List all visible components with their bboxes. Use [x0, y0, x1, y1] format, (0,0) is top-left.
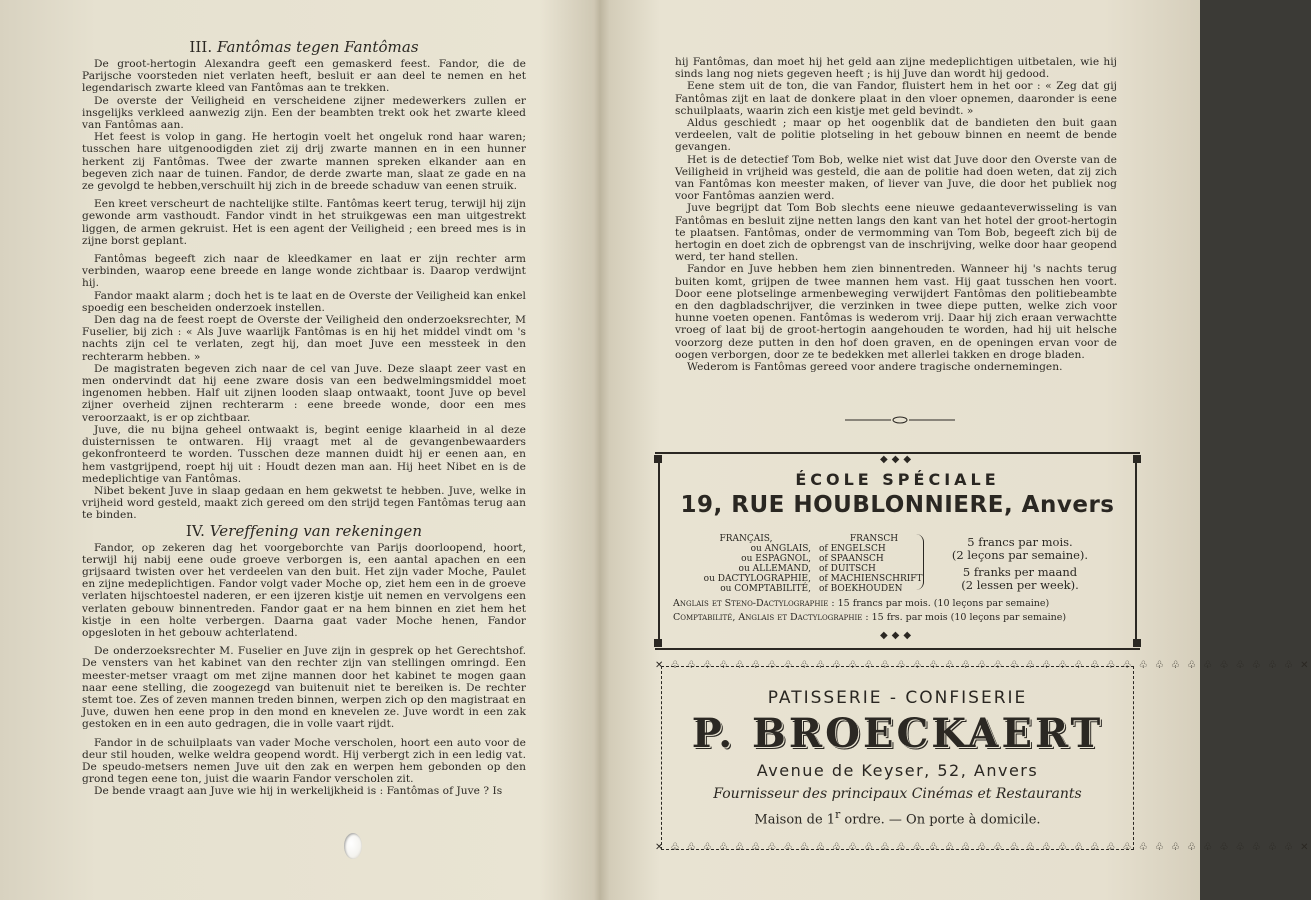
- paragraph: Fandor en Juve hebben hem zien binnentreden. Wanneer hij 's nachts terug buiten komt, grijpen de twee mannen hem vast. Hij gaat tusschen hen voort. Door eene plotselinge armenbeweging verwijdert Fantômas den politiebeambte en den dagbladschrijver, die verzinken in twee diepe putten, welke zich voor hunne voeten openen. Fantômas is wederom vrij. Daar hij zich eraan verwachtte vroeg of laat bij de groot-hertogin aangehouden te worden, had hij uit helsche voorzorg deze putten in den hof doen graven, en de openingen ervan voor de oogen verborgen, door ze te bedekken met allerlei takken en droge bladen.: [675, 263, 1117, 361]
- price-line: (2 leçons par semaine).: [951, 548, 1089, 562]
- paragraph: Fantômas begeeft zich naar de kleedkamer en laat er zijn rechter arm verbinden, waarop eene breede en lange wonde zichtbaar is. Daarop verdwijnt hij.: [82, 253, 526, 290]
- chapter-number: III.: [189, 38, 213, 56]
- left-text-column: [82, 38, 526, 798]
- course-item: of SPAANSCH: [819, 554, 884, 564]
- right-text-column: [675, 56, 1117, 373]
- left-page: [0, 0, 600, 900]
- combo-offer-line: [673, 612, 1133, 623]
- course-item: of MACHIENSCHRIFT: [819, 574, 923, 584]
- shop-name: P. BROECKAERT: [691, 710, 1104, 757]
- staple-hole: [344, 833, 362, 859]
- offer-label: Comptabilité, Anglais et Dactylographie: [673, 612, 863, 623]
- paragraph: De onderzoeksrechter M. Fuselier en Juve zijn in gesprek op het Gerechtshof. De vensters van het kabinet van den rechter zijn van stellingen omringd. Een meester-metser vraagt om met zijne mannen door het kabinet te mogen gaan naar eene stelling, die zoogezegd van buitenuit niet te bereiken is. De rechter stemt toe. Zes of zeven mannen treden binnen, werpen zich op den magistraat en Juve, duwen hen eene prop in den mond en knevelen ze. Juve wordt in een zak gestoken en in een auto gedragen, die in volle vaart rijdt.: [82, 645, 526, 731]
- border-ornament: ✕ ♧ ♧ ♧ ♧ ♧ ♧ ♧ ♧ ♧ ♧ ♧ ♧ ♧ ♧ ♧ ♧ ♧ ♧ ♧ ♧ ♧ ♧ ♧ ♧ ♧ ♧ ♧ ♧ ♧ ♧ ♧ ♧ ♧ ♧ ♧ ♧ ♧ ♧ ♧ ✕: [655, 660, 1311, 671]
- school-title: ÉCOLE SPÉCIALE: [795, 470, 1000, 489]
- price-french: [935, 536, 1105, 562]
- shop-type: PATISSERIE - CONFISERIE: [767, 688, 1028, 708]
- course-heading: FRANÇAIS,: [719, 534, 773, 544]
- price-line: (2 lessen per week).: [961, 578, 1079, 592]
- paragraph: Aldus geschiedt ; maar op het oogenblik dat de bandieten den buit gaan verdeelen, valt de politie plotseling in het gebouw binnen en neemt de bende gevangen.: [675, 117, 1117, 154]
- paragraph: Wederom is Fantômas gereed voor andere tragische ondernemingen.: [687, 361, 1063, 374]
- french-course-list: [681, 534, 811, 594]
- chapter-number: IV.: [185, 521, 205, 540]
- diamond-ornament: ◆◆◆: [879, 630, 916, 641]
- patisserie-advertisement: [655, 660, 1311, 856]
- price-dutch: [935, 566, 1105, 592]
- brace-bracket: [913, 534, 924, 590]
- offer-detail: : 15 frs. par mois (10 leçons par semaine): [862, 612, 1067, 623]
- course-item: of DUITSCH: [819, 564, 876, 574]
- chapter-heading-iii: [82, 38, 526, 56]
- paragraph: hij Fantômas, dan moet hij het geld aan zijne medeplichtigen uitbetalen, wie hij sinds lang nog niets gegeven heeft ; is hij Juve dan wordt hij gedood.: [675, 56, 1117, 81]
- chapter-title: Vereffening van rekeningen: [209, 521, 423, 540]
- course-item: ou ESPAGNOL,: [741, 554, 811, 564]
- paragraph: Eene stem uit de ton, die van Fandor, fluistert hem in het oor : « Zeg dat gij Fantômas zijt en laat de donkere plaat in den vloer opnemen, daaronder is eene schuilplaats, waarin zich een kistje met geld bevindt. »: [675, 80, 1117, 117]
- chapter-heading-iv: [82, 522, 526, 540]
- paragraph: Juve begrijpt dat Tom Bob slechts eene nieuwe gedaanteverwisseling is van Fantômas en besluit zijne netten langs den kant van het hotel der groot-hertogin te plaatsen. Fantômas, onder de vermomming van Tom Bob, begeeft zich bij de hertogin en doet zich de opbrengst van de inschrijving, welke door haar geopend werd, ter hand stellen.: [675, 202, 1117, 264]
- course-item: of ENGELSCH: [819, 544, 886, 554]
- paragraph: Een kreet verscheurt de nachtelijke stilte. Fantômas keert terug, terwijl hij zijn gewonde arm vasthoudt. Fandor vindt in het struikgewas een man uitgestrekt liggen, de armen gekruist. Het is een agent der Veiligheid ; een breed mes is in zijne borst geplant.: [82, 198, 526, 247]
- footer-text: Maison de 1: [754, 812, 836, 828]
- paragraph: Fandor, op zekeren dag het voorgeborchte van Parijs doorloopend, hoort, terwijl hij nabij eene oude groeve verborgen is, een aantal apachen en een grijsaard twisten over het verdeelen van den buit. Het zijn vader Moche, Paulet en zijne medeplichtigen. Fandor volgt vader Moche op, ziet hem een in de groeve verlaten hijschtoestel naderen, er een ijzeren kistje uit nemen en vervolgens een verlaten gebouw binnentreden. Fandor gaat er na hem binnen en ziet hem het kistje in een holte verbergen. Daarna gaat vader Moche henen, Fandor opgesloten in het gebouw achterlatend.: [82, 541, 526, 639]
- chapter-title: Fantômas tegen Fantômas: [217, 38, 419, 56]
- offer-detail: : 15 francs par mois. (10 leçons par semaine): [828, 598, 1050, 609]
- footer-superscript: r: [835, 808, 841, 821]
- paragraph: Den dag na de feest roept de Overste der Veiligheid den onderzoeksrechter, M Fuselier, bij zich : « Als Juve waarlijk Fantômas is en hij het middel vindt om 's nachts zijn cel te verlaten, zegt hij, dan moet Juve een messteek in den rechterarm hebben. »: [82, 314, 526, 363]
- school-advertisement: [655, 452, 1140, 650]
- course-item: ou ANGLAIS,: [750, 544, 811, 554]
- price-line: 5 francs par mois.: [967, 535, 1073, 549]
- school-address: 19, RUE HOUBLONNIERE, Anvers: [680, 492, 1115, 518]
- diamond-ornament: ◆◆◆: [879, 454, 916, 465]
- course-item: ou ALLEMAND,: [738, 564, 811, 574]
- paragraph: De magistraten begeven zich naar de cel van Juve. Deze slaapt zeer vast en men ondervindt dat hij eene zware dosis van een bedwelmingsmiddel moet ingenomen hebben. Half uit zijnen looden slaap ontwaakt, toont Juve op bevel zijner overheid zijnen rechterarm : eene breede wonde, door een mes veroorzaakt, is er op zichtbaar.: [82, 362, 526, 424]
- paragraph: Juve, die nu bijna geheel ontwaakt is, begint eenige klaarheid in al deze duisternissen te ontwaren. Hij vraagt met al de gevangenbewaarders gekonfronteerd te worden. Tusschen deze mannen duidt hij er eenen aan, en hem vastgrijpend, roept hij uit : Houdt dezen man aan. Hij heet Nibet en is de medeplichtige van Fantômas.: [82, 423, 526, 485]
- paragraph: De groot-hertogin Alexandra geeft een gemaskerd feest. Fandor, die de Parijsche voorsteden niet verlaten heeft, besluit er aan deel te nemen en het legendarisch zwarte kleed van Fantômas aan te trekken.: [82, 58, 526, 95]
- paragraph: De overste der Veiligheid en verscheidene zijner medewerkers zullen er insgelijks verkleed aanwezig zijn. Een der beambten trekt ook het zwarte kleed van Fantômas aan.: [82, 94, 526, 132]
- paragraph: Het feest is volop in gang. He hertogin voelt het ongeluk rond haar waren; tusschen hare uitgenoodigden ziet zij drij zwarte mannen en in een hunner herkent zij Fantômas. Twee der zwarte mannen spreken elkander aan en begeven zich naar de tuinen. Fandor, de derde zwarte man, slaat ze gade en na ze gevolgd te hebben,verschuilt hij zich in de breede schaduw van eenen struik.: [82, 131, 526, 193]
- paragraph: De bende vraagt aan Juve wie hij in werkelijkheid is : Fantômas of Juve ? Is: [94, 785, 503, 798]
- footer-text: ordre. — On porte à domicile.: [840, 812, 1041, 828]
- paragraph: Nibet bekent Juve in slaap gedaan en hem gekwetst te hebben. Juve, welke in vrijheid word gesteld, maakt zich gereed om den strijd tegen Fantômas terug aan te binden.: [82, 484, 526, 522]
- shop-address: Avenue de Keyser, 52, Anvers: [756, 761, 1039, 780]
- shop-footer: [655, 808, 1140, 827]
- shop-tagline: Fournisseur des principaux Cinémas et Restaurants: [713, 786, 1082, 802]
- divider-ornament: [845, 416, 955, 424]
- paragraph: Fandor in de schuilplaats van vader Moche verscholen, hoort een auto voor de deur stil houden, welke weldra geopend wordt. Hij verbergt zich in een ledig vat. De speudo-metsers nemen Juve uit den zak en werpen hem gebonden op den grond tegen eene ton, juist die waarin Fandor verscholen zit.: [82, 736, 526, 786]
- combo-offer-line: [673, 598, 1133, 609]
- course-heading: FRANSCH: [849, 534, 899, 544]
- paragraph: Het is de detectief Tom Bob, welke niet wist dat Juve door den Overste van de Veiligheid in vrijheid was gesteld, die aan de politie had doen weten, dat zij zich van Fantômas kon meester maken, of liever van Juve, die door het publiek nog voor Fantômas aanzien werd.: [675, 153, 1117, 203]
- course-item: of BOEKHOUDEN: [819, 584, 903, 594]
- course-item: ou DACTYLOGRAPHIE,: [703, 574, 811, 584]
- offer-label: Anglais et Steno-Dactylographie: [673, 598, 829, 609]
- border-ornament: ✕ ♧ ♧ ♧ ♧ ♧ ♧ ♧ ♧ ♧ ♧ ♧ ♧ ♧ ♧ ♧ ♧ ♧ ♧ ♧ ♧ ♧ ♧ ♧ ♧ ♧ ♧ ♧ ♧ ♧ ♧ ♧ ♧ ♧ ♧ ♧ ♧ ♧ ♧ ♧ ✕: [655, 842, 1311, 853]
- paragraph: Fandor maakt alarm ; doch het is te laat en de Overste der Veiligheid kan enkel spoedig een bescheiden onderzoek instellen.: [82, 289, 526, 314]
- course-item: ou COMPTABILITÉ,: [720, 584, 811, 594]
- price-line: 5 franks per maand: [962, 565, 1078, 579]
